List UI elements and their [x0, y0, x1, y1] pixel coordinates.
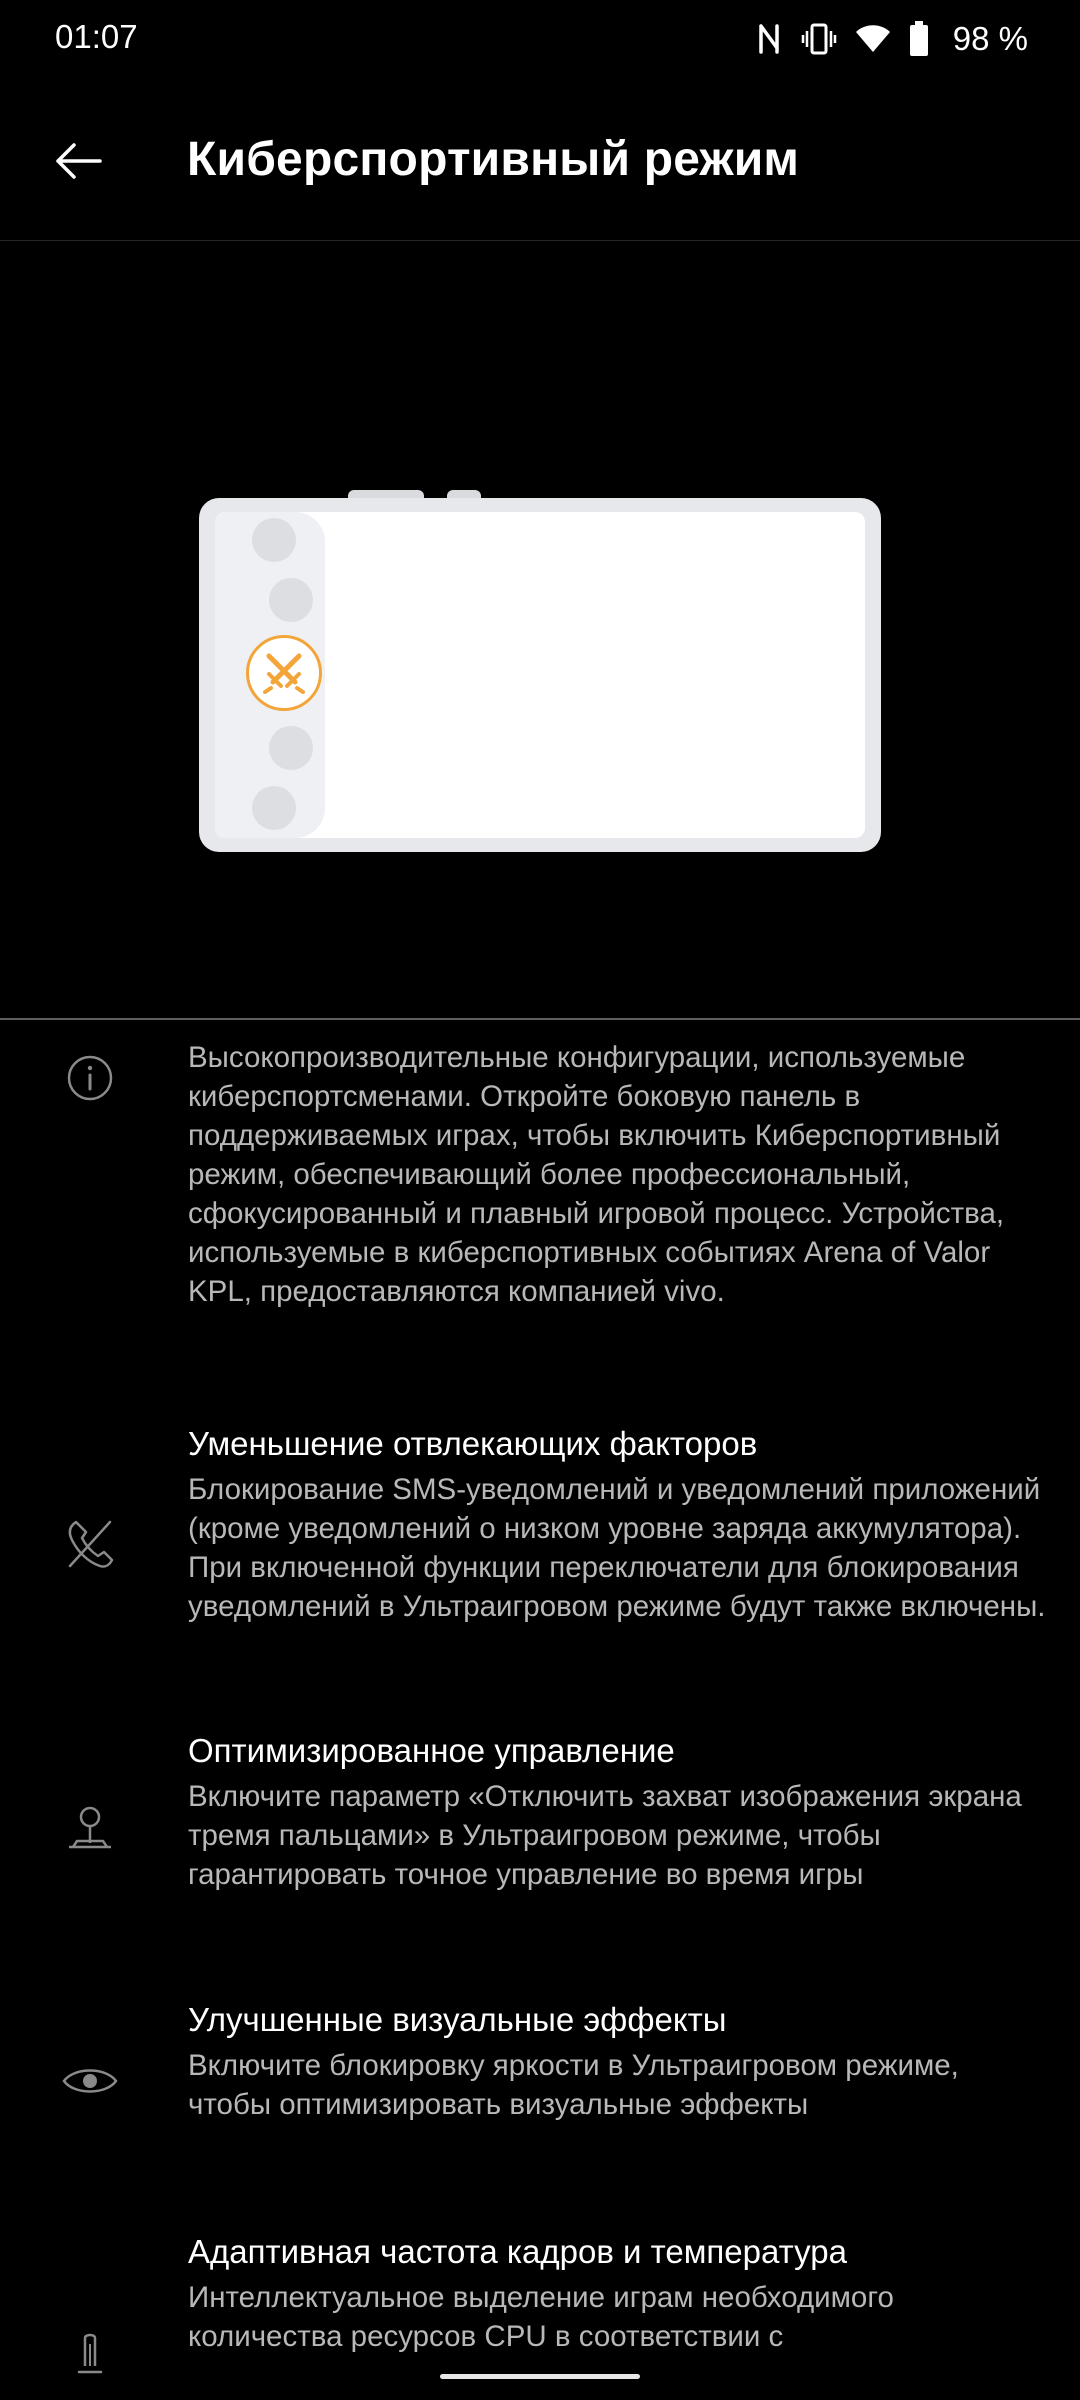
- feature-text-block: [188, 2000, 1048, 2124]
- status-icons: [757, 14, 1028, 64]
- back-button[interactable]: [40, 125, 116, 201]
- content-divider: [0, 1018, 1080, 1020]
- joystick-icon: [60, 1801, 120, 1861]
- battery-icon: [909, 21, 929, 57]
- crossed-swords-icon: [261, 648, 307, 699]
- feature-text-block: [188, 1731, 1048, 1894]
- feature-text-block: [188, 1424, 1048, 1626]
- panel-dot: [252, 786, 296, 830]
- page-title: Киберспортивный режим: [187, 133, 800, 186]
- esports-badge: [246, 635, 322, 711]
- eye-icon: [60, 2051, 120, 2111]
- info-icon: [60, 1048, 120, 1108]
- feature-text-block: [188, 2232, 1048, 2356]
- header-divider: [0, 240, 1080, 241]
- navigation-handle[interactable]: [440, 2374, 640, 2379]
- feature-title: Оптимизированное управление: [188, 1732, 675, 1769]
- battery-percent: 98 %: [952, 20, 1028, 57]
- thermometer-icon: [60, 2324, 120, 2384]
- panel-dot: [269, 726, 313, 770]
- esports-illustration: [195, 480, 885, 860]
- feature-desc: Интеллектуальное выделение играм необходимого количества ресурсов CPU в соответствии с: [188, 2281, 894, 2353]
- intro-text: Высокопроизводительные конфигурации, используемые киберспортсменами. Откройте боковую панель в поддерживаемых играх, чтобы включить Киберспортивный режим, обеспечивающий более профессиональный, сфокусированный и плавный игровой процесс. Устройства, используемые в киберспортивных событиях Arena of Valor KPL, предоставляются компанией vivo.: [188, 1041, 1005, 1308]
- feature-title: Уменьшение отвлекающих факторов: [188, 1425, 758, 1462]
- phone-off-icon: [60, 1514, 120, 1574]
- intro-text-block: [188, 1038, 1048, 1311]
- arrow-left-icon: [54, 141, 102, 186]
- feature-desc: Включите блокировку яркости в Ультраигровом режиме, чтобы оптимизировать визуальные эффекты: [188, 2049, 959, 2121]
- panel-dot: [252, 518, 296, 562]
- header: [0, 80, 1080, 240]
- vibrate-icon: [801, 22, 837, 56]
- status-time: 01:07: [55, 18, 138, 55]
- feature-title: Улучшенные визуальные эффекты: [188, 2001, 727, 2038]
- panel-dot: [269, 578, 313, 622]
- feature-desc: Включите параметр «Отключить захват изображения экрана тремя пальцами» в Ультраигровом режиме, чтобы гарантировать точное управление во время игры: [188, 1780, 1022, 1891]
- wifi-icon: [855, 24, 891, 54]
- nfc-icon: [757, 22, 783, 56]
- feature-title: Адаптивная частота кадров и температура: [188, 2233, 847, 2270]
- feature-desc: Блокирование SMS-уведомлений и уведомлений приложений (кроме уведомлений о низком уровне заряда аккумулятора). При включенной функции переключатели для блокирования уведомлений в Ультраигровом режиме будут также включены.: [188, 1473, 1046, 1623]
- status-bar: [0, 0, 1080, 80]
